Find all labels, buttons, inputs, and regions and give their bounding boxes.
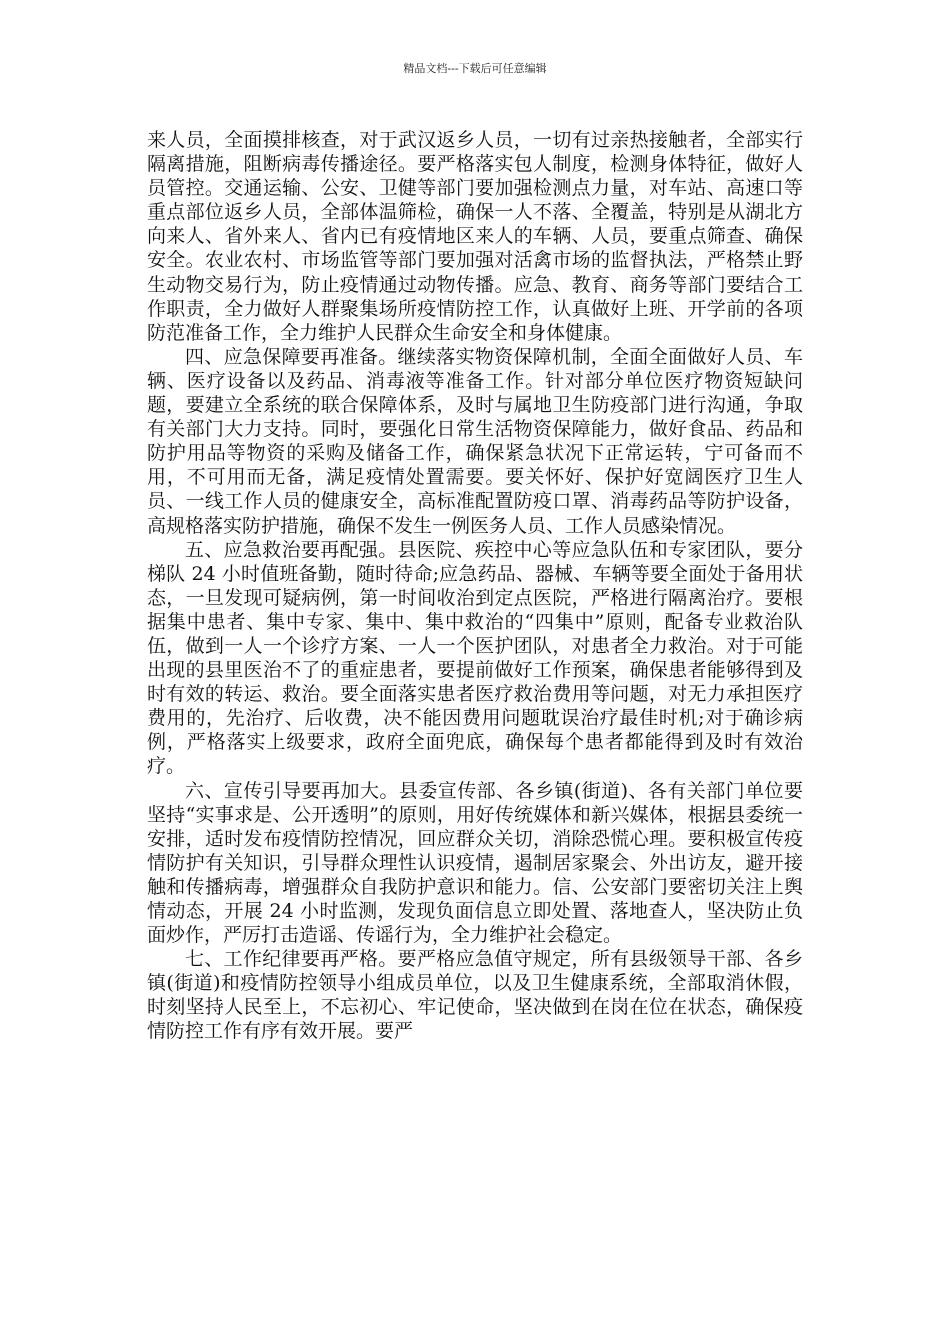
paragraph-work-discipline: 七、工作纪律要再严格。要严格应急值守规定，所有县级领导干部、各乡镇(街道)和疫情防控领导小组成员单位，以及卫生健康系统，全部取消休假，时刻坚持人民至上，不忘初心、牢记使命，坚决做到在岗在位在状态，确保疫情防控工作有序有效开展。要严 [147, 948, 803, 1043]
paragraph-emergency-treatment: 五、应急救治要再配强。县医院、疾控中心等应急队伍和专家团队，要分梯队 24 小时值班备勤，随时待命;应急药品、器械、车辆等要全面处于备用状态，一旦发现可疑病例，第一时间收治到定点医院，严格进行隔离治疗。要根据集中患者、集中专家、集中、集中救治的“四集中”原则，配备专业救治队伍，做到一人一个诊疗方案、一人一个医护团队，对患者全力救治。对于可能出现的县里医治不了的重症患者，要提前做好工作预案，确保患者能够得到及时有效的转运、救治。要全面落实患者医疗救治费用等问题，对无力承担医疗费用的，先治疗、后收费，决不能因费用问题耽误治疗最佳时机;对于确诊病例，严格落实上级要求，政府全面兜底，确保每个患者都能得到及时有效治疗。 [147, 538, 803, 778]
paragraph-publicity-guidance: 六、宣传引导要再加大。县委宣传部、各乡镇(街道)、各有关部门单位要坚持“实事求是、公开透明”的原则，用好传统媒体和新兴媒体，根据县委统一安排，适时发布疫情防控情况，回应群众关切，消除恐慌心理。要积极宣传疫情防护有关知识，引导群众理性认识疫情，遏制居家聚会、外出访友，避开接触和传播病毒，增强群众自我防护意识和能力。信、公安部门要密切关注上舆情动态，开展 24 小时监测，发现负面信息立即处置、落地查人，坚决防止负面炒作，严厉打击造谣、传谣行为，全力维护社会稳定。 [147, 779, 803, 947]
document-body [147, 128, 803, 1044]
paragraph-continuation: 来人员，全面摸排核查，对于武汉返乡人员，一切有过亲热接触者，全部实行隔离措施，阻断病毒传播途径。要严格落实包人制度，检测身体特征，做好人员管控。交通运输、公安、卫健等部门要加强检测点力量，对车站、高速口等重点部位返乡人员，全部体温筛检，确保一人不落、全覆盖，特别是从湖北方向来人、省外来人、省内已有疫情地区来人的车辆、人员，要重点筛查、确保安全。农业农村、市场监管等部门要加强对活禽市场的监督执法，严格禁止野生动物交易行为，防止疫情通过动物传播。应急、教育、商务等部门要结合工作职责，全力做好人群聚集场所疫情防控工作，认真做好上班、开学前的各项防范准备工作，全力维护人民群众生命安全和身体健康。 [147, 129, 803, 344]
paragraph-emergency-supplies: 四、应急保障要再准备。继续落实物资保障机制，全面全面做好人员、车辆、医疗设备以及药品、消毒液等准备工作。针对部分单位医疗物资短缺问题，要建立全系统的联合保障体系，及时与属地卫生防疫部门进行沟通，争取有关部门大力支持。同时，要强化日常生活物资保障能力，做好食品、药品和防护用品等物资的采购及储备工作，确保紧急状况下正常运转，宁可备而不用，不可用而无备，满足疫情处置需要。要关怀好、保护好宽阔医疗卫生人员、一线工作人员的健康安全，高标准配置防疫口罩、消毒药品等防护设备，高规格落实防护措施，确保不发生一例医务人员、工作人员感染情况。 [147, 345, 803, 537]
page-header: 精品文档---下载后可任意编辑 [403, 62, 547, 75]
